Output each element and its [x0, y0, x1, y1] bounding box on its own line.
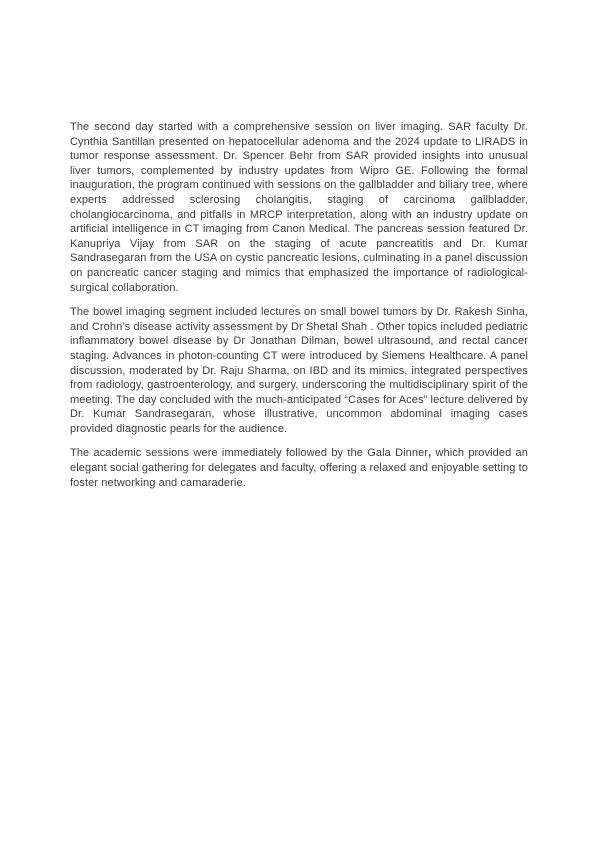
paragraph-gala-dinner [70, 446, 528, 490]
paragraph-liver-imaging [70, 120, 528, 295]
paragraph-bowel-imaging-text: The bowel imaging segment included lectures on small bowel tumors by Dr. Rakesh Sinha, and Crohn’s disease activity assessment by Dr Shetal Shah . Other topics included pediatric inflammatory bowel disease by Dr Jonathan Dilman, bowel ultrasound, and rectal cancer staging. Advances in photon-counting CT were introduced by Siemens Healthcare. A panel discussion, moderated by Dr. Raju Sharma, on IBD and its mimics, integrated perspectives from radiology, gastroenterology, and surgery, underscoring the multidisciplinary spirit of the meeting. The day concluded with the much-anticipated “Cases for Aces” lecture delivered by Dr. Kumar Sandrasegaran, whose illustrative, uncommon abdominal imaging cases provided diagnostic pearls for the audience. [70, 306, 528, 435]
paragraph-liver-imaging-text: The second day started with a comprehensive session on liver imaging. SAR faculty Dr. Cynthia Santillan presented on hepatocellular adenoma and the 2024 update to LIRADS in tumor response assessment. Dr. Spencer Behr from SAR provided insights into unusual liver tumors, complemented by industry updates from Wipro GE. Following the formal inauguration, the program continued with sessions on the gallbladder and biliary tree, where experts addressed sclerosing cholangitis, staging of carcinoma gallbladder, cholangiocarcinoma, and pitfalls in MRCP interpretation, along with an industry update on artificial intelligence in CT imaging from Canon Medical. The pancreas session featured Dr. Kanupriya Vijay from SAR on the staging of acute pancreatitis and Dr. Kumar Sandrasegaran from the USA on cystic pancreatic lesions, culminating in a panel discussion on pancreatic cancer staging and mimics that emphasized the importance of radiological-surgical collaboration. [70, 121, 528, 294]
paragraph-gala-dinner-text-cont: which provided an elegant social gathering for delegates and faculty, offering a relaxed and enjoyable setting to foster networking and camaraderie. [70, 447, 528, 489]
paragraph-bowel-imaging [70, 305, 528, 436]
paragraph-gala-dinner-bold-comma: , [428, 447, 432, 460]
document-text [70, 120, 528, 500]
paragraph-gala-dinner-text: The academic sessions were immediately followed by the Gala Dinner [70, 447, 429, 460]
